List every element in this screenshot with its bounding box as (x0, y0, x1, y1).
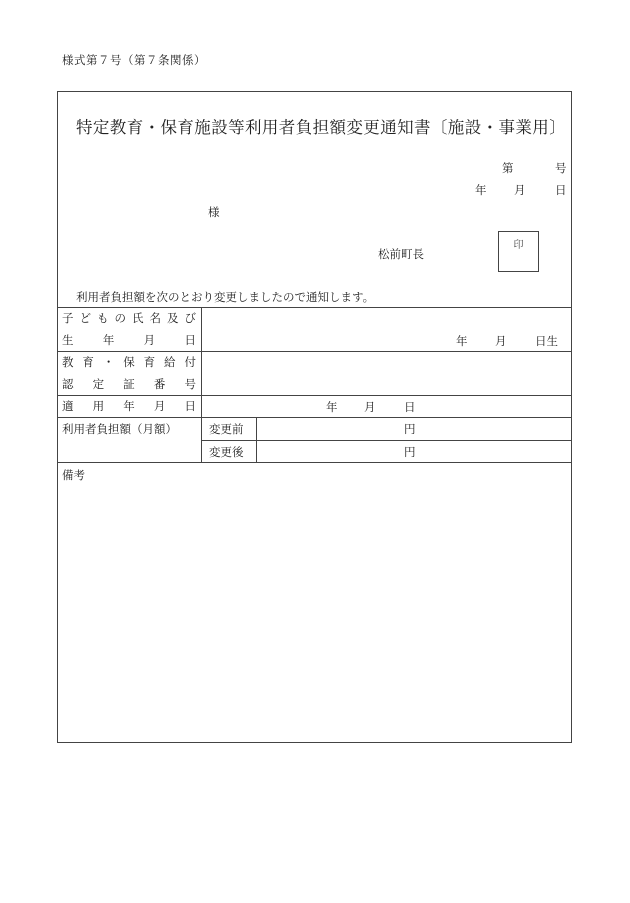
birth-date-label: 生 年 月 日 (62, 333, 196, 347)
number-prefix: 第 (502, 161, 514, 175)
birth-month: 月 (495, 334, 507, 348)
recipient-suffix: 様 (208, 205, 220, 219)
applied-date-label: 適 用 年 月 日 (62, 399, 196, 413)
fee-label: 利用者負担額（月額） (62, 422, 177, 436)
date-year: 年 (475, 183, 487, 197)
intro-text: 利用者負担額を次のとおり変更しましたので通知します。 (76, 290, 375, 304)
seal-label: 印 (513, 240, 524, 251)
fee-before-label: 変更前 (209, 422, 244, 436)
applied-year: 年 (326, 400, 338, 414)
row-rule-2 (58, 395, 571, 396)
table-top-rule (58, 307, 571, 308)
label-column-rule (201, 307, 202, 462)
fee-before-yen: 円 (404, 422, 416, 436)
seal-box (498, 231, 539, 272)
certificate-label-line2: 認 定 証 番 号 (62, 377, 196, 391)
birth-day: 日生 (535, 334, 558, 348)
row-rule-1 (58, 351, 571, 352)
certificate-label-line1: 教 育 ・ 保 育 給 付 (62, 355, 196, 369)
fee-sub-rule (256, 417, 257, 462)
date-month: 月 (514, 183, 526, 197)
applied-day: 日 (404, 400, 416, 414)
remarks-label: 備考 (62, 468, 85, 482)
notice-form (57, 91, 572, 743)
row-rule-3 (58, 417, 571, 418)
fee-after-label: 変更後 (209, 445, 244, 459)
date-day: 日 (555, 183, 567, 197)
form-number: 様式第７号（第７条関係） (62, 53, 206, 67)
number-suffix: 号 (555, 161, 567, 175)
fee-after-yen: 円 (404, 445, 416, 459)
child-name-label: 子 ど も の 氏 名 及 び (62, 311, 196, 325)
table-bottom-rule (58, 462, 571, 463)
birth-year: 年 (456, 334, 468, 348)
issuer-name: 松前町長 (378, 247, 424, 261)
applied-month: 月 (364, 400, 376, 414)
document-title: 特定教育・保育施設等利用者負担額変更通知書〔施設・事業用〕 (76, 118, 567, 137)
